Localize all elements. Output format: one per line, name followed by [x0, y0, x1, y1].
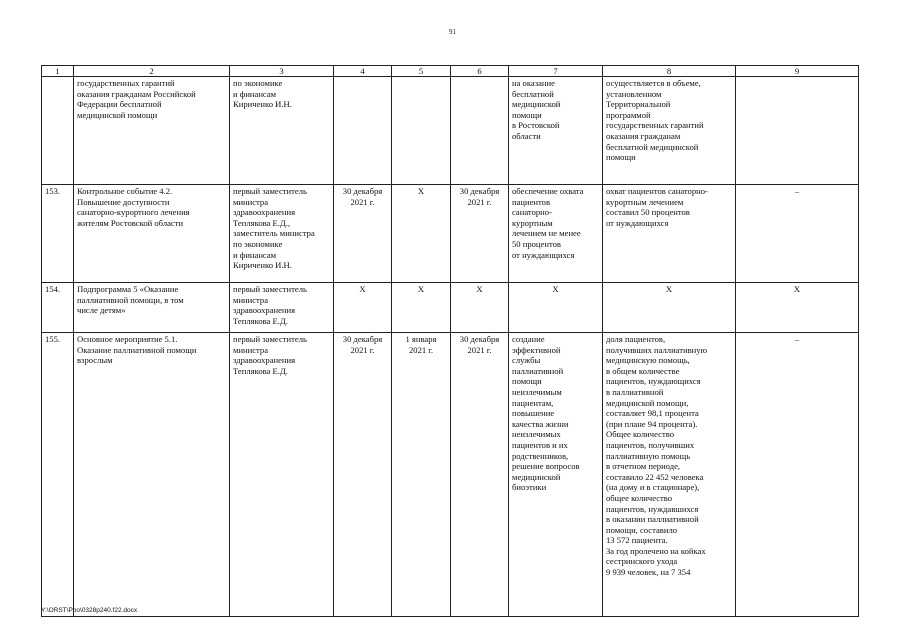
event-name: Контрольное событие 4.2. Повышение доступности санаторно-курортного лечения жителям Ростовской области [74, 185, 230, 283]
achieved-result: Х [603, 283, 736, 333]
plan-date [392, 77, 451, 185]
col-header-6: 6 [451, 66, 509, 77]
fact-date: Х [451, 283, 509, 333]
expected-result: на оказание бесплатной медицинской помощи в Ростовской области [509, 77, 603, 185]
row-number: 153. [42, 185, 74, 283]
start-date [334, 77, 392, 185]
table-row [42, 77, 859, 185]
plan-date: 1 января 2021 г. [392, 333, 451, 617]
achieved-result: охват пациентов санаторно- курортным лечением составил 50 процентов от нуждающихся [603, 185, 736, 283]
responsible: первый заместитель министра здравоохранения Теплякова Е.Д. [230, 333, 334, 617]
responsible: первый заместитель министра здравоохранения Теплякова Е.Д., заместитель министра по экономике и финансам Кириченко И.Н. [230, 185, 334, 283]
event-name: Основное мероприятие 5.1. Оказание паллиативной помощи взрослым [74, 333, 230, 617]
expected-result: обеспечение охвата пациентов санаторно- курортным лечением не менее 50 процентов от нуждающихся [509, 185, 603, 283]
plan-date: Х [392, 185, 451, 283]
header-row [42, 66, 859, 77]
event-name: Подпрограмма 5 «Оказание паллиативной помощи, в том числе детям» [74, 283, 230, 333]
table-row [42, 185, 859, 283]
page-number: 91 [449, 28, 456, 36]
col-header-7: 7 [509, 66, 603, 77]
col-header-9: 9 [736, 66, 859, 77]
table-row [42, 283, 859, 333]
start-date: Х [334, 283, 392, 333]
expected-result: Х [509, 283, 603, 333]
col-header-5: 5 [392, 66, 451, 77]
row-number: 154. [42, 283, 74, 333]
start-date: 30 декабря 2021 г. [334, 333, 392, 617]
report-table [41, 65, 859, 617]
col-header-8: 8 [603, 66, 736, 77]
table-row [42, 333, 859, 617]
expected-result: создание эффективной службы паллиативной помощи неизлечимым пациентам, повышение качества жизни неизлечимых пациентов и их родственников, решение вопросов медицинской биоэтики [509, 333, 603, 617]
col-header-3: 3 [230, 66, 334, 77]
problems: – [736, 185, 859, 283]
problems [736, 77, 859, 185]
file-path-footer: Y:\ORST\Ppo\0328p240.f22.docx [41, 607, 138, 614]
row-number: 155. [42, 333, 74, 617]
col-header-4: 4 [334, 66, 392, 77]
responsible: первый заместитель министра здравоохранения Теплякова Е.Д. [230, 283, 334, 333]
problems: Х [736, 283, 859, 333]
achieved-result: доля пациентов, получивших паллиативную медицинскую помощь, в общем количестве пациентов, нуждающихся в паллиативной медицинской помощи, составляет 98,1 процента (при плане 94 процента). Общее количество пациентов, получивших паллиативную помощь в отчетном периоде, составило 22 452 человека (на дому и в стационаре), общее количество пациентов, нуждавшихся в оказании паллиативной помощи, составило 13 572 пациента. За год пролечено на койках сестринского ухода 9 939 человек, на 7 354 [603, 333, 736, 617]
fact-date [451, 77, 509, 185]
start-date: 30 декабря 2021 г. [334, 185, 392, 283]
achieved-result: осуществляется в объеме, установленном Территориальной программой государственных гарантий оказания гражданам бесплатной медицинской помощи [603, 77, 736, 185]
fact-date: 30 декабря 2021 г. [451, 185, 509, 283]
responsible: по экономике и финансам Кириченко И.Н. [230, 77, 334, 185]
row-number [42, 77, 74, 185]
col-header-1: 1 [42, 66, 74, 77]
plan-date: Х [392, 283, 451, 333]
problems: – [736, 333, 859, 617]
event-name: государственных гарантий оказания гражданам Российской Федерации бесплатной медицинской помощи [74, 77, 230, 185]
col-header-2: 2 [74, 66, 230, 77]
fact-date: 30 декабря 2021 г. [451, 333, 509, 617]
